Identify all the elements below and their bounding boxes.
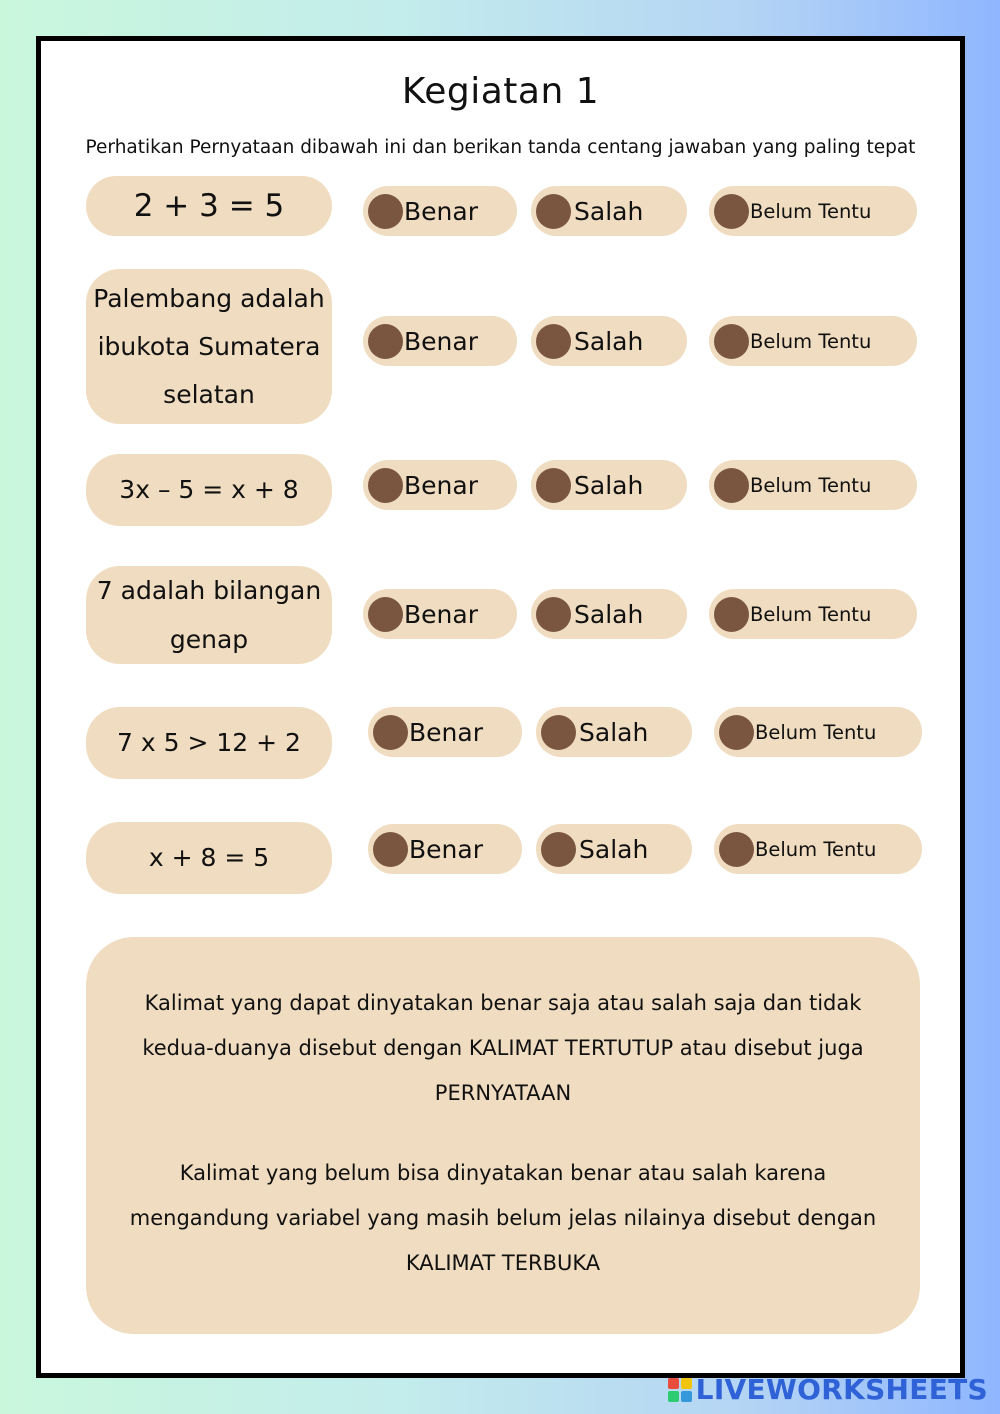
option-benar-2[interactable] <box>363 316 517 366</box>
page-title: Kegiatan 1 <box>401 71 600 112</box>
option-label: Benar <box>404 470 478 500</box>
definition-line: mengandung variabel yang masih belum jelas nilainya disebut dengan <box>129 1206 877 1230</box>
option-label: Belum Tentu <box>750 602 872 626</box>
option-label: Benar <box>404 196 478 226</box>
option-label: Belum Tentu <box>750 199 872 223</box>
option-belum-tentu-2[interactable] <box>709 316 917 366</box>
option-belum-tentu-3[interactable] <box>709 460 917 510</box>
option-label: Belum Tentu <box>750 329 872 353</box>
radio-dot-icon[interactable] <box>541 715 576 750</box>
statement-line: 7 x 5 > 12 + 2 <box>117 728 301 757</box>
statement-1 <box>86 176 332 236</box>
option-label: Benar <box>409 717 483 747</box>
option-belum-tentu-1[interactable] <box>709 186 917 236</box>
option-salah-3[interactable] <box>531 460 687 510</box>
statement-line: 3x – 5 = x + 8 <box>119 475 299 504</box>
liveworksheets-logo <box>668 1373 988 1406</box>
radio-dot-icon[interactable] <box>536 468 571 503</box>
option-label: Salah <box>579 834 649 864</box>
radio-dot-icon[interactable] <box>714 324 749 359</box>
statement-4 <box>86 566 332 664</box>
option-label: Salah <box>574 599 644 629</box>
radio-dot-icon[interactable] <box>373 715 408 750</box>
option-salah-6[interactable] <box>536 824 692 874</box>
statement-line: ibukota Sumatera <box>97 331 321 361</box>
option-label: Belum Tentu <box>755 837 877 861</box>
radio-dot-icon[interactable] <box>714 597 749 632</box>
option-label: Salah <box>574 196 644 226</box>
statement-line: Palembang adalah <box>93 283 325 313</box>
option-label: Belum Tentu <box>750 473 872 497</box>
statement-6 <box>86 822 332 894</box>
option-label: Benar <box>404 326 478 356</box>
statement-3 <box>86 454 332 526</box>
statement-line: 2 + 3 = 5 <box>133 188 285 224</box>
definition-line: Kalimat yang belum bisa dinyatakan benar atau salah karena <box>179 1161 827 1185</box>
definition-line: PERNYATAAN <box>434 1081 572 1105</box>
option-label: Benar <box>404 599 478 629</box>
radio-dot-icon[interactable] <box>536 194 571 229</box>
option-salah-4[interactable] <box>531 589 687 639</box>
option-benar-5[interactable] <box>368 707 522 757</box>
option-label: Salah <box>579 717 649 747</box>
paragraph-spacer <box>110 1116 896 1151</box>
definition-line: kedua-duanya disebut dengan KALIMAT TERTUTUP atau disebut juga <box>142 1036 864 1060</box>
statement-5 <box>86 707 332 779</box>
definition-line: KALIMAT TERBUKA <box>405 1251 601 1275</box>
statement-line: x + 8 = 5 <box>148 843 270 872</box>
option-label: Salah <box>574 470 644 500</box>
radio-dot-icon[interactable] <box>541 832 576 867</box>
brand-name: LIVEWORKSHEETS <box>695 1373 988 1406</box>
option-belum-tentu-5[interactable] <box>714 707 922 757</box>
option-benar-6[interactable] <box>368 824 522 874</box>
radio-dot-icon[interactable] <box>714 468 749 503</box>
radio-dot-icon[interactable] <box>719 715 754 750</box>
statement-line: 7 adalah bilangan <box>96 576 322 605</box>
statement-2 <box>86 269 332 424</box>
option-benar-4[interactable] <box>363 589 517 639</box>
option-belum-tentu-6[interactable] <box>714 824 922 874</box>
radio-dot-icon[interactable] <box>373 832 408 867</box>
statement-line: selatan <box>163 379 255 409</box>
option-salah-5[interactable] <box>536 707 692 757</box>
radio-dot-icon[interactable] <box>368 468 403 503</box>
radio-dot-icon[interactable] <box>719 832 754 867</box>
option-benar-3[interactable] <box>363 460 517 510</box>
radio-dot-icon[interactable] <box>714 194 749 229</box>
radio-dot-icon[interactable] <box>536 597 571 632</box>
definition-box <box>86 937 920 1334</box>
option-salah-1[interactable] <box>531 186 687 236</box>
option-label: Belum Tentu <box>755 720 877 744</box>
radio-dot-icon[interactable] <box>368 597 403 632</box>
liveworksheets-icon <box>668 1378 692 1402</box>
option-salah-2[interactable] <box>531 316 687 366</box>
instruction-text: Perhatikan Pernyataan dibawah ini dan berikan tanda centang jawaban yang paling tepat <box>85 137 916 158</box>
radio-dot-icon[interactable] <box>368 324 403 359</box>
option-label: Benar <box>409 834 483 864</box>
radio-dot-icon[interactable] <box>536 324 571 359</box>
option-label: Salah <box>574 326 644 356</box>
radio-dot-icon[interactable] <box>368 194 403 229</box>
option-benar-1[interactable] <box>363 186 517 236</box>
statement-line: genap <box>169 625 249 654</box>
worksheet <box>36 36 965 1378</box>
definition-line: Kalimat yang dapat dinyatakan benar saja atau salah saja dan tidak <box>144 991 862 1015</box>
option-belum-tentu-4[interactable] <box>709 589 917 639</box>
